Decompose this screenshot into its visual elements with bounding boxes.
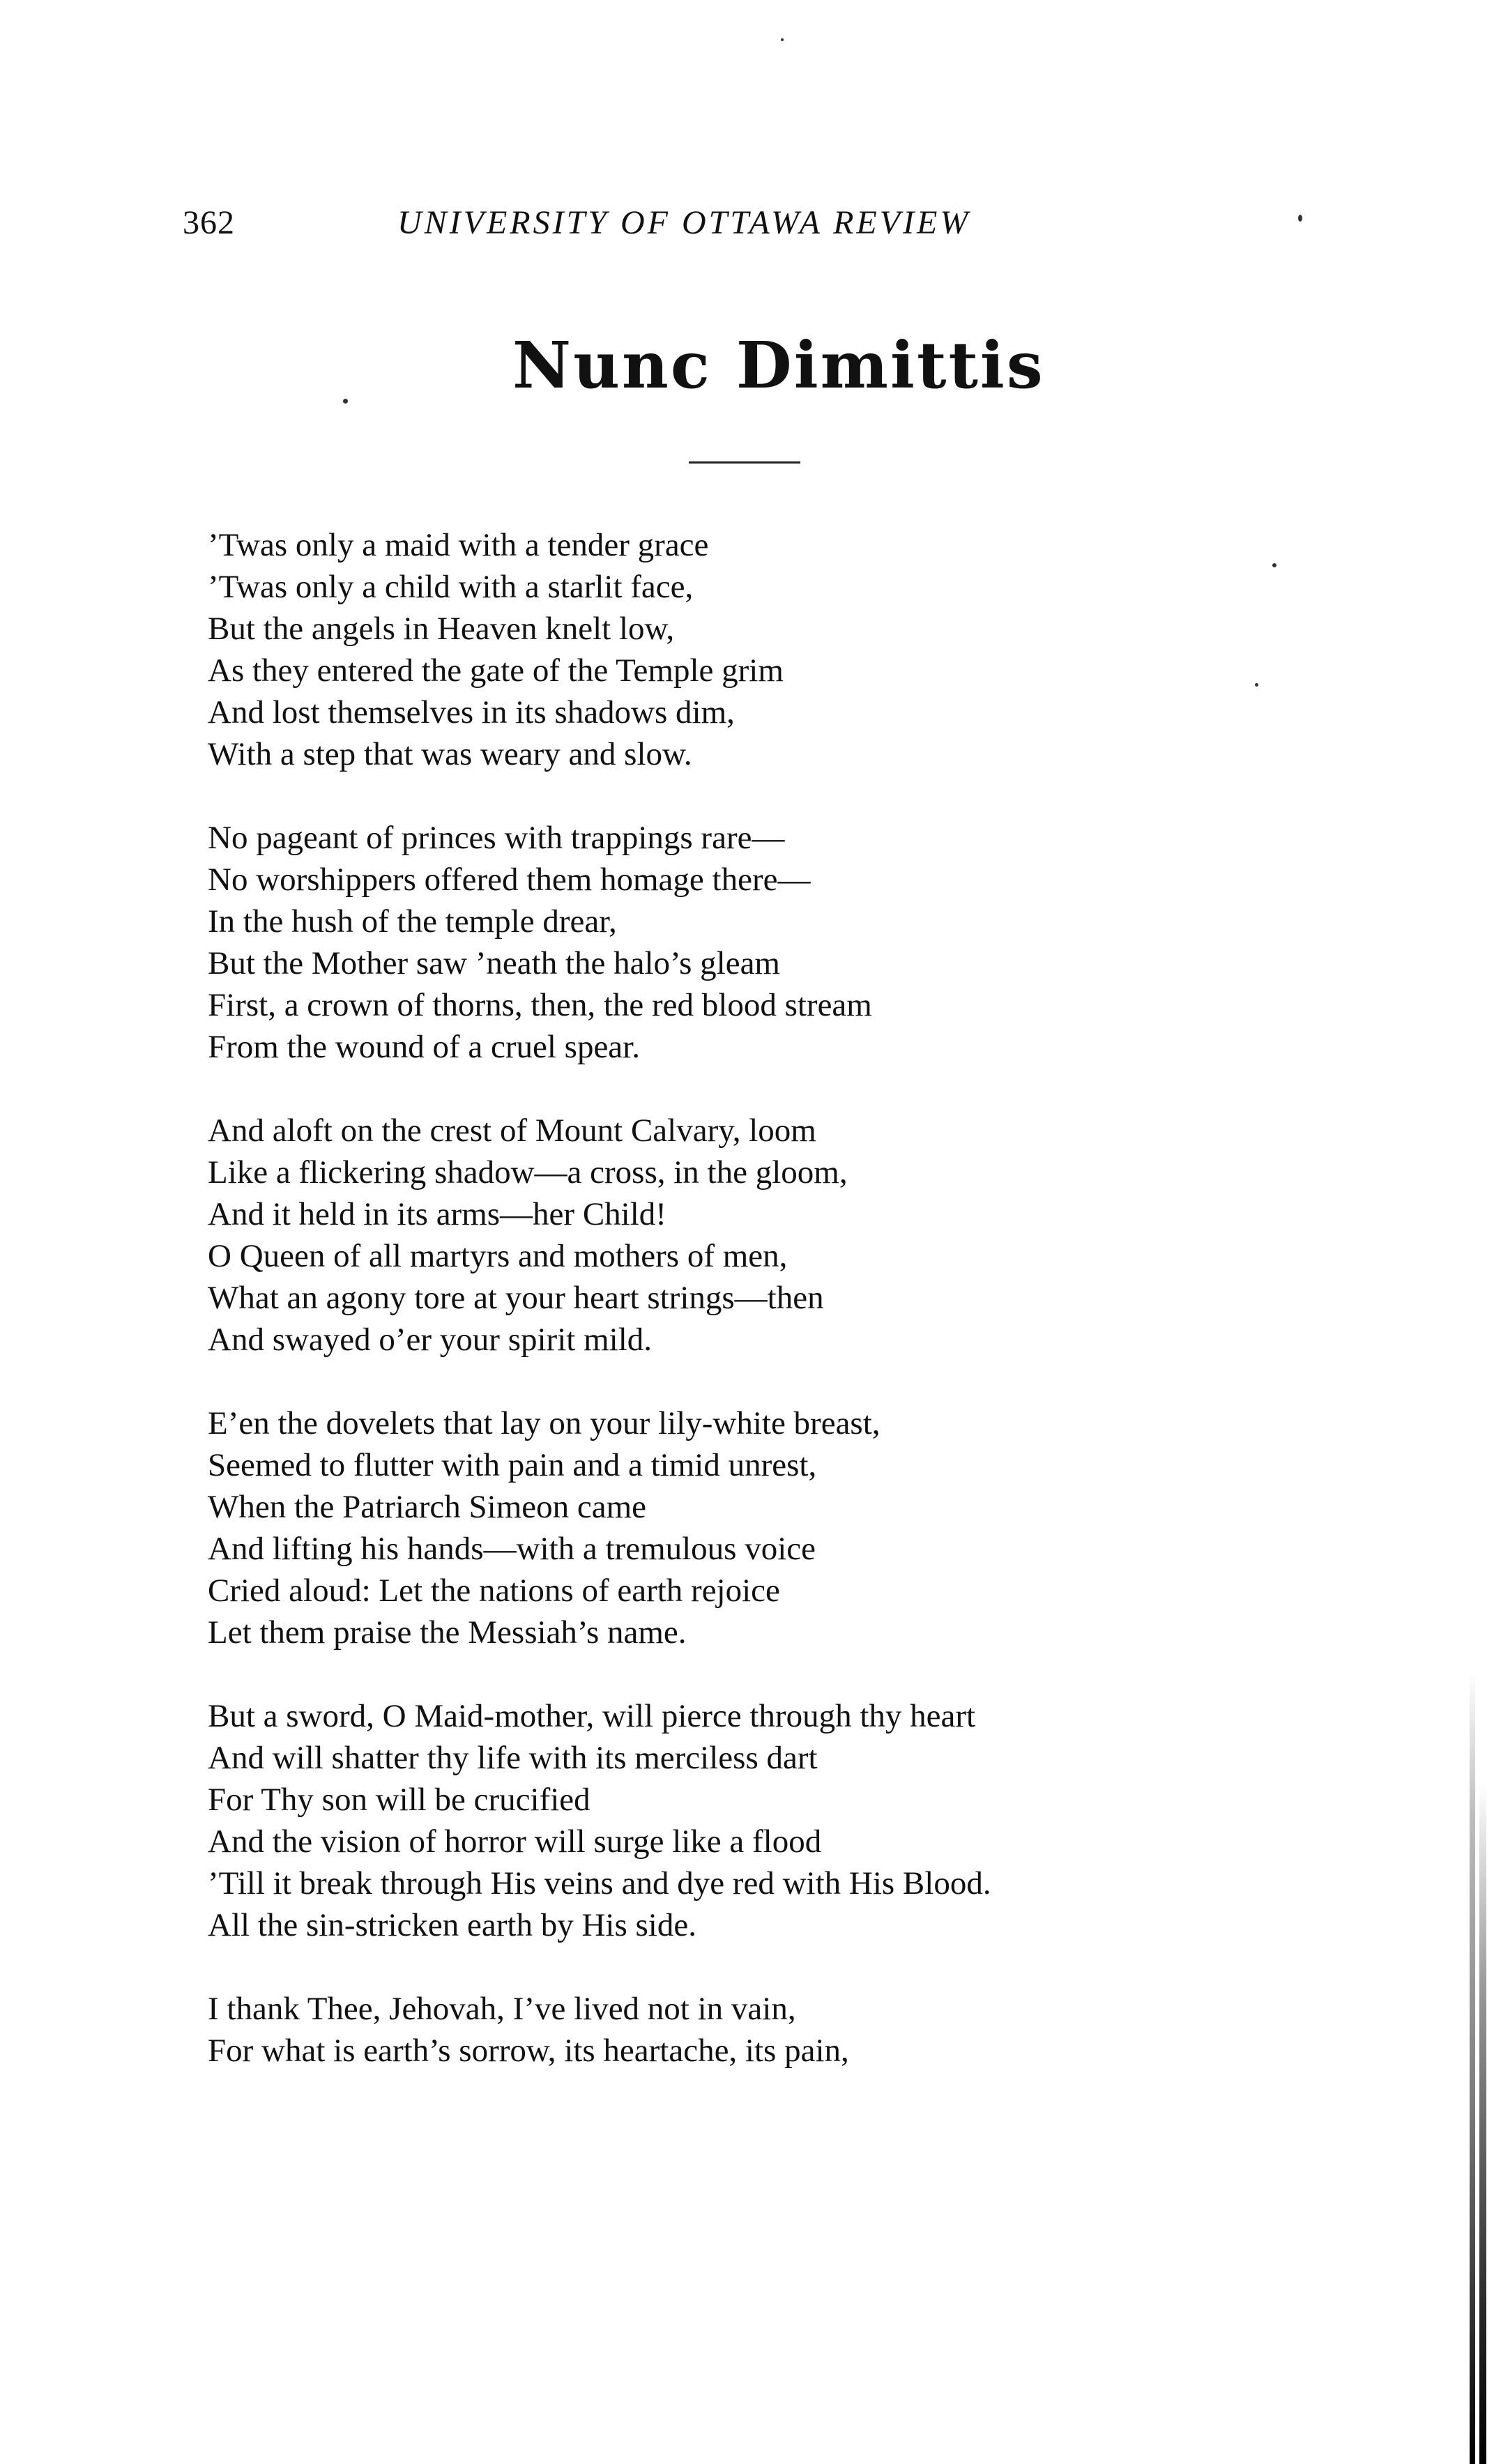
- poem-line: No pageant of princes with trappings rare—: [208, 820, 785, 856]
- scan-speck: [343, 399, 348, 404]
- poem-line: What an agony tore at your heart strings—then: [208, 1280, 824, 1316]
- scan-speck: [1272, 563, 1276, 567]
- poem-line: And will shatter thy life with its merciless dart: [208, 1740, 818, 1776]
- stanza-5: [208, 1695, 1323, 1946]
- poem-line: ’Twas only a child with a starlit face,: [208, 569, 694, 605]
- poem-line: As they entered the gate of the Temple grim: [208, 652, 784, 689]
- poem-line: For what is earth’s sorrow, its heartache, its pain,: [208, 2033, 849, 2069]
- scan-speck: [1298, 215, 1302, 222]
- poem-line: No worshippers offered them homage there—: [208, 862, 811, 898]
- scan-speck: [781, 38, 784, 41]
- poem-line: With a step that was weary and slow.: [208, 736, 692, 772]
- poem-line: And swayed o’er your spirit mild.: [208, 1322, 653, 1358]
- poem-line: Cried aloud: Let the nations of earth rejoice: [208, 1572, 780, 1609]
- poem-line: For Thy son will be crucified: [208, 1782, 590, 1818]
- poem-line: Let them praise the Messiah’s name.: [208, 1614, 687, 1651]
- scan-speck: [1255, 683, 1258, 687]
- poem-line: O Queen of all martyrs and mothers of men,: [208, 1238, 788, 1274]
- stanza-6: [208, 1988, 1323, 2072]
- page-number: 362: [183, 204, 235, 241]
- stanza-3: [208, 1110, 1323, 1361]
- poem-line: And it held in its arms—her Child!: [208, 1196, 666, 1232]
- poem-line: But a sword, O Maid-mother, will pierce through thy heart: [208, 1698, 976, 1734]
- page-edge-shadow: [1479, 1784, 1486, 2464]
- page-edge-shadow: [1470, 1673, 1475, 2464]
- poem-line: From the wound of a cruel spear.: [208, 1029, 640, 1065]
- poem-line: But the Mother saw ’neath the halo’s gleam: [208, 945, 780, 981]
- poem-line: And lost themselves in its shadows dim,: [208, 694, 735, 730]
- poem-line: And aloft on the crest of Mount Calvary, loom: [208, 1112, 816, 1149]
- poem-line: ’Till it break through His veins and dye red with His Blood.: [208, 1865, 991, 1901]
- stanza-1: [208, 524, 1323, 775]
- poem-line: All the sin-stricken earth by His side.: [208, 1907, 696, 1943]
- poem-line: And lifting his hands—with a tremulous voice: [208, 1531, 816, 1567]
- poem-line: Like a flickering shadow—a cross, in the gloom,: [208, 1154, 848, 1191]
- poem-line: Seemed to flutter with pain and a timid unrest,: [208, 1447, 817, 1483]
- title-rule: [689, 461, 800, 464]
- poem-line: When the Patriarch Simeon came: [208, 1489, 647, 1525]
- stanza-4: [208, 1402, 1323, 1653]
- poem-line: First, a crown of thorns, then, the red blood stream: [208, 987, 872, 1023]
- poem-line: E’en the dovelets that lay on your lily-white breast,: [208, 1405, 881, 1441]
- poem-line: And the vision of horror will surge like a flood: [208, 1823, 822, 1860]
- poem-line: I thank Thee, Jehovah, I’ve lived not in vain,: [208, 1991, 796, 2027]
- poem-title: Nunc Dimittis: [512, 328, 1045, 403]
- poem-line: But the angels in Heaven knelt low,: [208, 611, 675, 647]
- poem-line: In the hush of the temple drear,: [208, 903, 617, 940]
- running-head: UNIVERSITY OF OTTAWA REVIEW: [397, 204, 971, 241]
- stanza-2: [208, 817, 1323, 1068]
- poem-body: [208, 524, 1323, 2113]
- poem-line: ’Twas only a maid with a tender grace: [208, 527, 709, 563]
